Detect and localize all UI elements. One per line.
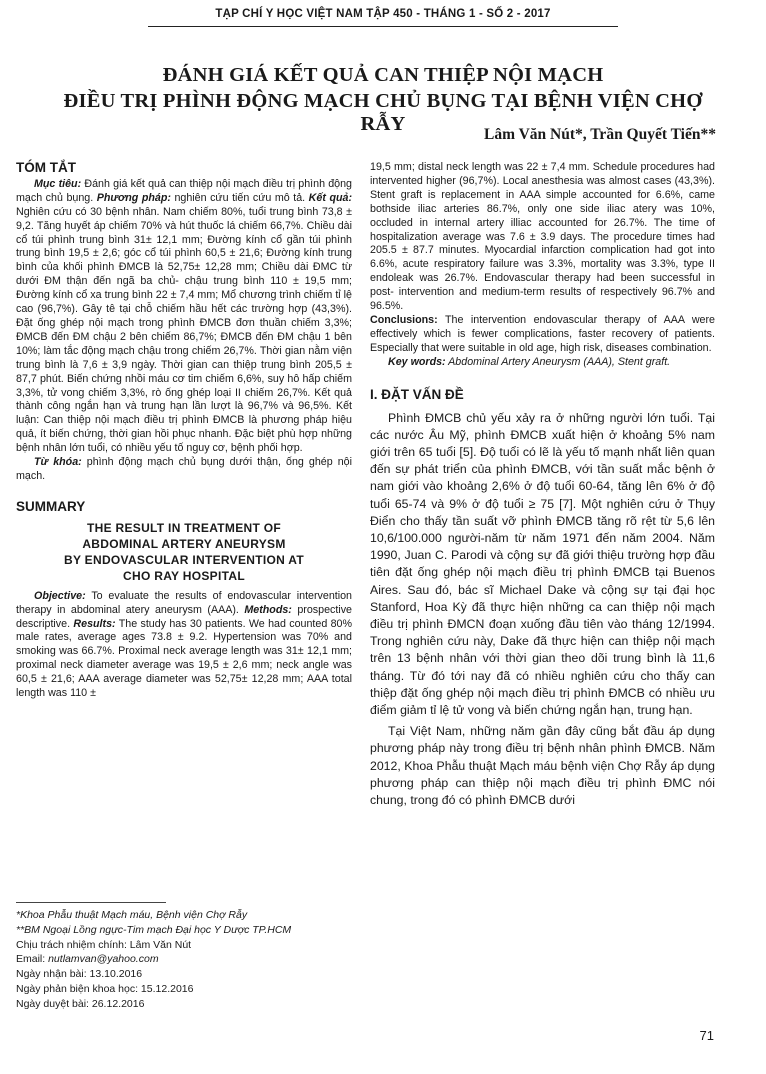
email-label: Email: — [16, 953, 49, 966]
abstract-vi-heading: TÓM TẮT — [16, 160, 76, 175]
article-authors: Lâm Văn Nút*, Trần Quyết Tiến** — [484, 126, 716, 143]
conclusions-label-en: Conclusions: — [370, 313, 438, 326]
abstract-vi-body — [16, 178, 352, 456]
summary-title — [16, 520, 352, 584]
responsible-author: Chịu trách nhiệm chính: Lâm Văn Nút — [16, 938, 192, 951]
summary-heading: SUMMARY — [16, 498, 86, 514]
section-1-heading: I. ĐẶT VẤN ĐỀ — [370, 386, 464, 402]
footnotes — [16, 908, 352, 1012]
journal-running-header: TẠP CHÍ Y HỌC VIỆT NAM TẬP 450 - THÁNG 1 - SỐ 2 - 2017 — [215, 8, 551, 20]
keywords-text-vi: phình động mạch chủ bụng dưới thận, ống ghép nội mạch. — [16, 456, 352, 482]
keywords-label-vi: Từ khóa: — [34, 456, 82, 469]
objective-text-en: To evaluate the results of endovascular intervention therapy in abdominal atery aneurysm (AAA). — [16, 589, 352, 616]
header-rule — [148, 26, 618, 27]
results-label-en: Results: — [73, 617, 116, 630]
date-received: Ngày nhận bài: 13.10.2016 — [16, 968, 143, 981]
method-label-vi: Phương pháp: — [96, 191, 171, 204]
article-title-line-2: ĐIỀU TRỊ PHÌNH ĐỘNG MẠCH CHỦ BỤNG TẠI BỆNH VIỆN CHỢ RẪY — [63, 90, 703, 135]
objective-text-vi: Đánh giá kết quả can thiệp nội mạch điều trị phình động mạch chủ bụng. — [16, 177, 353, 204]
methods-label-en: Methods: — [244, 603, 292, 616]
email-address[interactable]: nutlamvan@yahoo.com — [48, 953, 159, 966]
affiliation-2: **BM Ngoại Lồng ngực-Tim mạch Đại học Y Dược TP.HCM — [16, 923, 292, 936]
date-accepted: Ngày duyệt bài: 26.12.2016 — [16, 997, 145, 1010]
right-column — [370, 161, 715, 809]
keywords-text-en: Abdominal Artery Aneurysm (AAA), Stent graft. — [445, 355, 671, 368]
date-reviewed: Ngày phản biện khoa học: 15.12.2016 — [16, 982, 194, 995]
section-1-paragraph-2: Tại Việt Nam, những năm gần đây cũng bắt đầu áp dụng phương pháp này trong điều trị bệnh nhân phình ĐMCB. Năm 2012, Khoa Phẫu thuật Mạch máu bệnh viện Chợ Rẫy áp dụng phương pháp can thiệp nội mạch điều trị phình ĐMC nói chung, trong đó có phình ĐMCB dưới — [370, 724, 715, 807]
keywords-en — [370, 356, 715, 370]
results-text-en-right: 19,5 mm; distal neck length was 22 ± 7,4 mm. Schedule procedures had intervented higher (96,7%). Local anesthesia was almost cases (43,3%). Stent graft is replacement in AAA simple accounted for 6.6%, came bothside iliac arteries 86.7%, only one side iliac atery was 10%, occluded in internal artery illiac accounted for 26.7%. The time of hospitalization average was 7.6 ± 3.9 days. The procedure times had 205.5 ± 87.7 minutes. Myocardial infarction complication had got into 6.6%, acute respiratory failure was 3.3%, mortality was 3.3%, type II endoleak was 26.7%. Endovascular therapy had been successful in post- intervention and medium-term results of respectively 96.7% and 96.5%. — [370, 161, 715, 313]
conclusions-text-en: The intervention endovascular therapy of AAA were effectively which is fewer complications, faster recovery of patients. Especially that were suitable in old age, high risk, diseases combination. — [370, 313, 715, 354]
method-text-vi: nghiên cứu tiến cứu mô tả. — [170, 191, 309, 204]
objective-label-vi: Mục tiêu: — [34, 177, 82, 190]
summary-body-left — [16, 590, 352, 701]
summary-title-line-3: BY ENDOVASCULAR INTERVENTION AT — [64, 552, 304, 567]
summary-title-line-1: THE RESULT IN TREATMENT OF — [86, 520, 281, 535]
summary-title-line-2: ABDOMINAL ARTERY ANEURYSM — [82, 536, 286, 551]
methods-text-en: prospective descriptive. — [16, 603, 352, 630]
footnote-rule — [16, 902, 166, 903]
affiliation-1: *Khoa Phẫu thuật Mạch máu, Bệnh viện Chợ Rẫy — [16, 909, 248, 921]
summary-body-right — [370, 161, 715, 314]
summary-conclusions — [370, 314, 715, 356]
results-text-vi: Nghiên cứu có 30 bệnh nhân. Nam chiếm 80%, tuổi trung bình 73,8 ± 9,2. Tăng huyết áp chiếm 70% và hút thuốc lá chiếm 66,7%. Chiều dài cổ túi phình trung bình 31± 12,1 mm; Đường kính cổ gần túi phình trung bình 19,5 ± 2,6; góc cổ túi phình 60,5 ± 21,6; Đường kính trung bình của khối phình ĐMCB là 52,75± 12,28 mm; Chiều dài ĐMC từ dưới ĐM thận đến ngã ba chủ- chậu trung bình 110 ± 19,5 mm; Đường kính cổ xa trung bình 22 ± 7,4 mm; Mổ chương trình chiếm tỉ lệ cao (96,7%). Gây tê tại chỗ chiếm hầu hết các trường hợp (43,3%). Đặt ống ghép nội mạch trong phình ĐMCB đơn thuần chiếm 3,3%; ĐMCB đến ĐM chậu 2 bên chiếm 86,7%; ĐMCB đến ĐM chậu 1 bên 10%; làm tắc động mạch chậu trong chiếm 26,7%. Thời gian nằm viện trung bình là 7,6 ± 3,9 ngày. Thời gian can thiệp trung bình 205,5 ± 87,7 phút. Biến chứng nhồi máu cơ tim chiếm 6,6%, suy hô hấp chiếm 3,3%, tử vong chiếm 3,3%, rò ống ghép loại II chiếm 26,7%. Kết quả thành công ngắn hạn và trung hạn lần lượt là 96,7% và 96,5%. Kết luận: Can thiệp nội mạch điều trị phình ĐMCB là phương pháp hiệu quả, ít biến chứng, thời gian hồi phục nhanh. Đặc biệt phù hợp những bệnh nhân lớn tuổi, có nhiều yếu tố nguy cơ, bệnh phối hợp. — [16, 205, 352, 455]
article-title-line-1: ĐÁNH GIÁ KẾT QUẢ CAN THIỆP NỘI MẠCH — [162, 64, 604, 86]
keywords-vi — [16, 456, 352, 484]
results-label-vi: Kết quả: — [308, 191, 352, 204]
keywords-label-en: Key words: — [388, 355, 446, 368]
summary-title-line-4: CHO RAY HOSPITAL — [123, 568, 245, 583]
results-text-en-left: The study has 30 patients. We had counted 80% male rates, average ages 73.8 ± 9.2. Hypertension was 70% and smoking was 66.7%. Proximal neck average length was 31± 12,1 mm; proximal neck diameter average was 19,5 ± 2,6 mm; neck angle was 60,5 ± 21,6; AAA average diameter was 52,75± 12,28 mm; AAA total length was 110 ± — [16, 617, 353, 700]
page-number: 71 — [699, 1028, 714, 1043]
email-line — [16, 952, 352, 967]
section-1-paragraph-1: Phình ĐMCB chủ yếu xảy ra ở những người lớn tuổi. Tại các nước Âu Mỹ, phình ĐMCB xuất hiện ở khoảng 5% nam giới trên 65 tuổi [5]. Độ tuổi có lẽ là yếu tố mạnh nhất liên quan đến sự phát triển của phình ĐMCB, với tần suất mắc bệnh ở nam giới vào khoảng 2,6% ở độ tuổi 60-64, tăng lên 6% ở độ tuổi 65-74 và 9% ở độ tuổi ≥ 75 [7]. Một nghiên cứu ở Thụy Điển cho thấy tần suất vỡ phình ĐMCB tăng rõ rệt từ 5,6 lên 10,6/100.000 người-năm từ năm 1971 đến năm 2004. Năm 1990, Juan C. Parodi và cộng sự đã giới thiệu trường hợp đầu tiên đặt ống ghép nội mạch điều trị phình ĐMCB tại Buenos Aires. Sau đó, bác sĩ Michael Dake và cộng sự tại đại học Stanford, Hoa Kỳ đã thực hiện những ca can thiệp nội mạch điều trị phình ĐMCN đoạn xuống đầu tiên vào tháng 12/1994. Trong nghiên cứu này, Dake đã thực hiện can thiệp nội mạch trên 13 bệnh nhân với thời gian theo dõi trung bình là 11,6 tháng. Từ đó tới nay đã có nhiều nghiên cứu cho thấy can thiệp đặt ống ghép nội mạch điều trị phình ĐMCB có nhiều ưu điểm giảm tỉ lệ tử vong và biến chứng ngắn hạn, trung hạn. — [370, 410, 715, 717]
objective-label-en: Objective: — [34, 589, 86, 602]
left-column — [16, 161, 352, 701]
